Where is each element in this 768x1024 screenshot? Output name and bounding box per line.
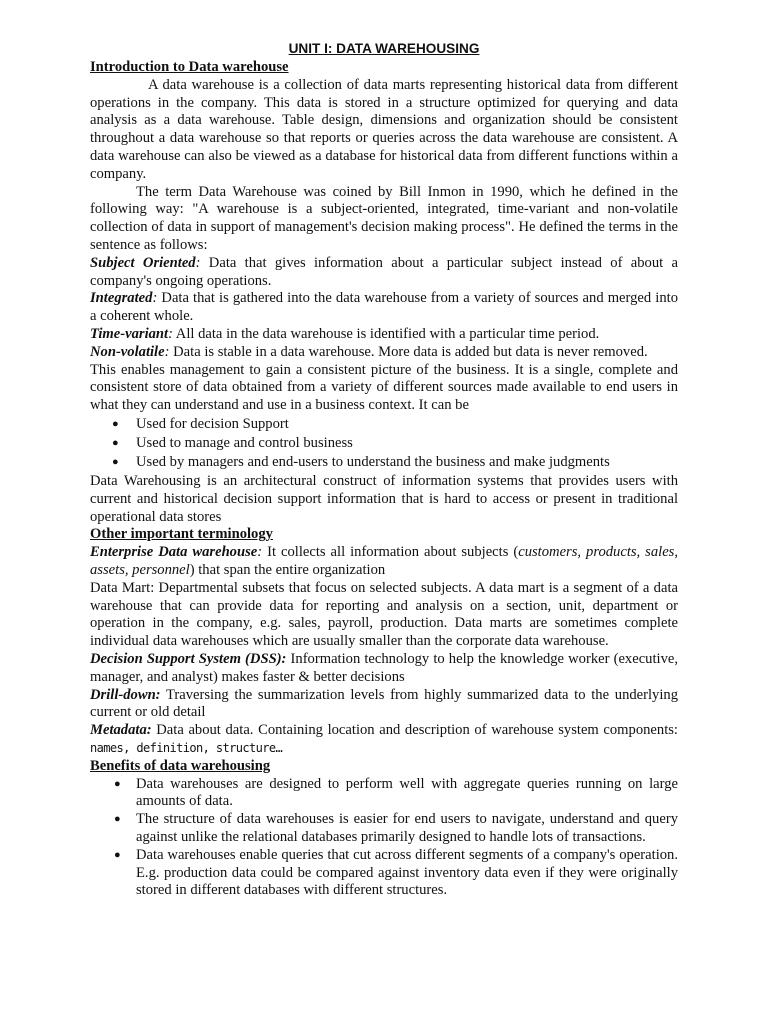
bullet-icon: ● <box>114 848 121 861</box>
list-item: ● Data warehouses enable queries that cut across different segments of a company's operation. E.g. production data could be compared against inventory data even if they were originally stored in different databases with different structures. <box>114 846 678 899</box>
metadata-definition: Metadata: Data about data. Containing location and description of warehouse system components: names, definition, structure… <box>90 722 678 756</box>
definition-time-variant: Time-variant: All data in the data warehouse is identified with a particular time period. <box>90 325 600 342</box>
drill-down-definition: Drill-down: Traversing the summarization levels from highly summarized data to the underlying current or old detail <box>90 686 678 721</box>
bullet-icon: ● <box>112 437 119 450</box>
list-item: ● Used by managers and end-users to understand the business and make judgments <box>112 454 610 471</box>
list-item: ● Used for decision Support <box>112 416 289 433</box>
list-item: ● Data warehouses are designed to perform well with aggregate queries running on large amounts of data. <box>114 775 678 810</box>
bullet-icon: ● <box>112 418 119 431</box>
list-item: ● The structure of data warehouses is easier for end users to navigate, understand and query against unlike the relational databases primarily designed to handle lots of transactions. <box>114 811 678 846</box>
bullet-icon: ● <box>114 813 121 826</box>
intro-heading: Introduction to Data warehouse <box>90 59 289 75</box>
list-item: ● Used to manage and control business <box>112 435 353 452</box>
inmon-paragraph: The term Data Warehouse was coined by Bill Inmon in 1990, which he defined in the following way: "A warehouse is a subject-oriented, integrated, time-variant and non-volatile collection of data in support of management's decision making process". He defined the terms in the sentence as follows: <box>90 183 678 253</box>
benefits-heading: Benefits of data warehousing <box>90 757 271 774</box>
bullet-icon: ● <box>112 456 119 469</box>
benefits-list <box>90 776 678 901</box>
definition-non-volatile: Non-volatile: Data is stable in a data warehouse. More data is added but data is never removed. <box>90 343 648 360</box>
enterprise-dw-definition: Enterprise Data warehouse: It collects all information about subjects (customers, products, sales, assets, personnel) that span the entire organization <box>90 544 679 579</box>
page-title: UNIT I: DATA WAREHOUSING <box>288 41 480 56</box>
bullet-icon: ● <box>114 777 121 790</box>
uses-list <box>90 416 678 472</box>
consistency-paragraph: This enables management to gain a consistent picture of the business. It is a single, complete and consistent store of data obtained from a variety of different sources made available to end users in what they can understand and use in a business context. It can be <box>90 361 678 414</box>
dss-definition: Decision Support System (DSS): Information technology to help the knowledge worker (executive, manager, and analyst) makes faster & better decisions <box>90 651 678 685</box>
intro-paragraph: A data warehouse is a collection of data marts representing historical data from different operations in the company. This data is stored in a structure optimized for querying and data analysis as a data warehouse. Table design, dimensions and organization should be consistent throughout a data warehouse so that reports or queries across the data warehouse are consistent. A data warehouse can also be viewed as a database for historical data from different functions within a company. <box>90 76 678 182</box>
document-body <box>90 40 678 900</box>
data-warehousing-paragraph: Data Warehousing is an architectural construct of information systems that provides users with current and historical decision support information that is hard to access or present in traditional operational data stores <box>90 473 678 525</box>
terminology-heading: Other important terminology <box>90 526 273 543</box>
definition-integrated: Integrated: Data that is gathered into the data warehouse from a variety of sources and merged into a coherent whole. <box>90 290 678 325</box>
data-mart-paragraph: Data Mart: Departmental subsets that focus on selected subjects. A data mart is a segment of a data warehouse that can provide data for reporting and analysis on a section, unit, department or operation in the company, e.g. sales, payroll, production. Data marts are sometimes complete individual data warehouses which are usually smaller than the corporate data warehouse. <box>90 579 678 650</box>
definition-subject-oriented: Subject Oriented: Data that gives information about a particular subject instead of about a company's ongoing operations. <box>90 254 678 289</box>
